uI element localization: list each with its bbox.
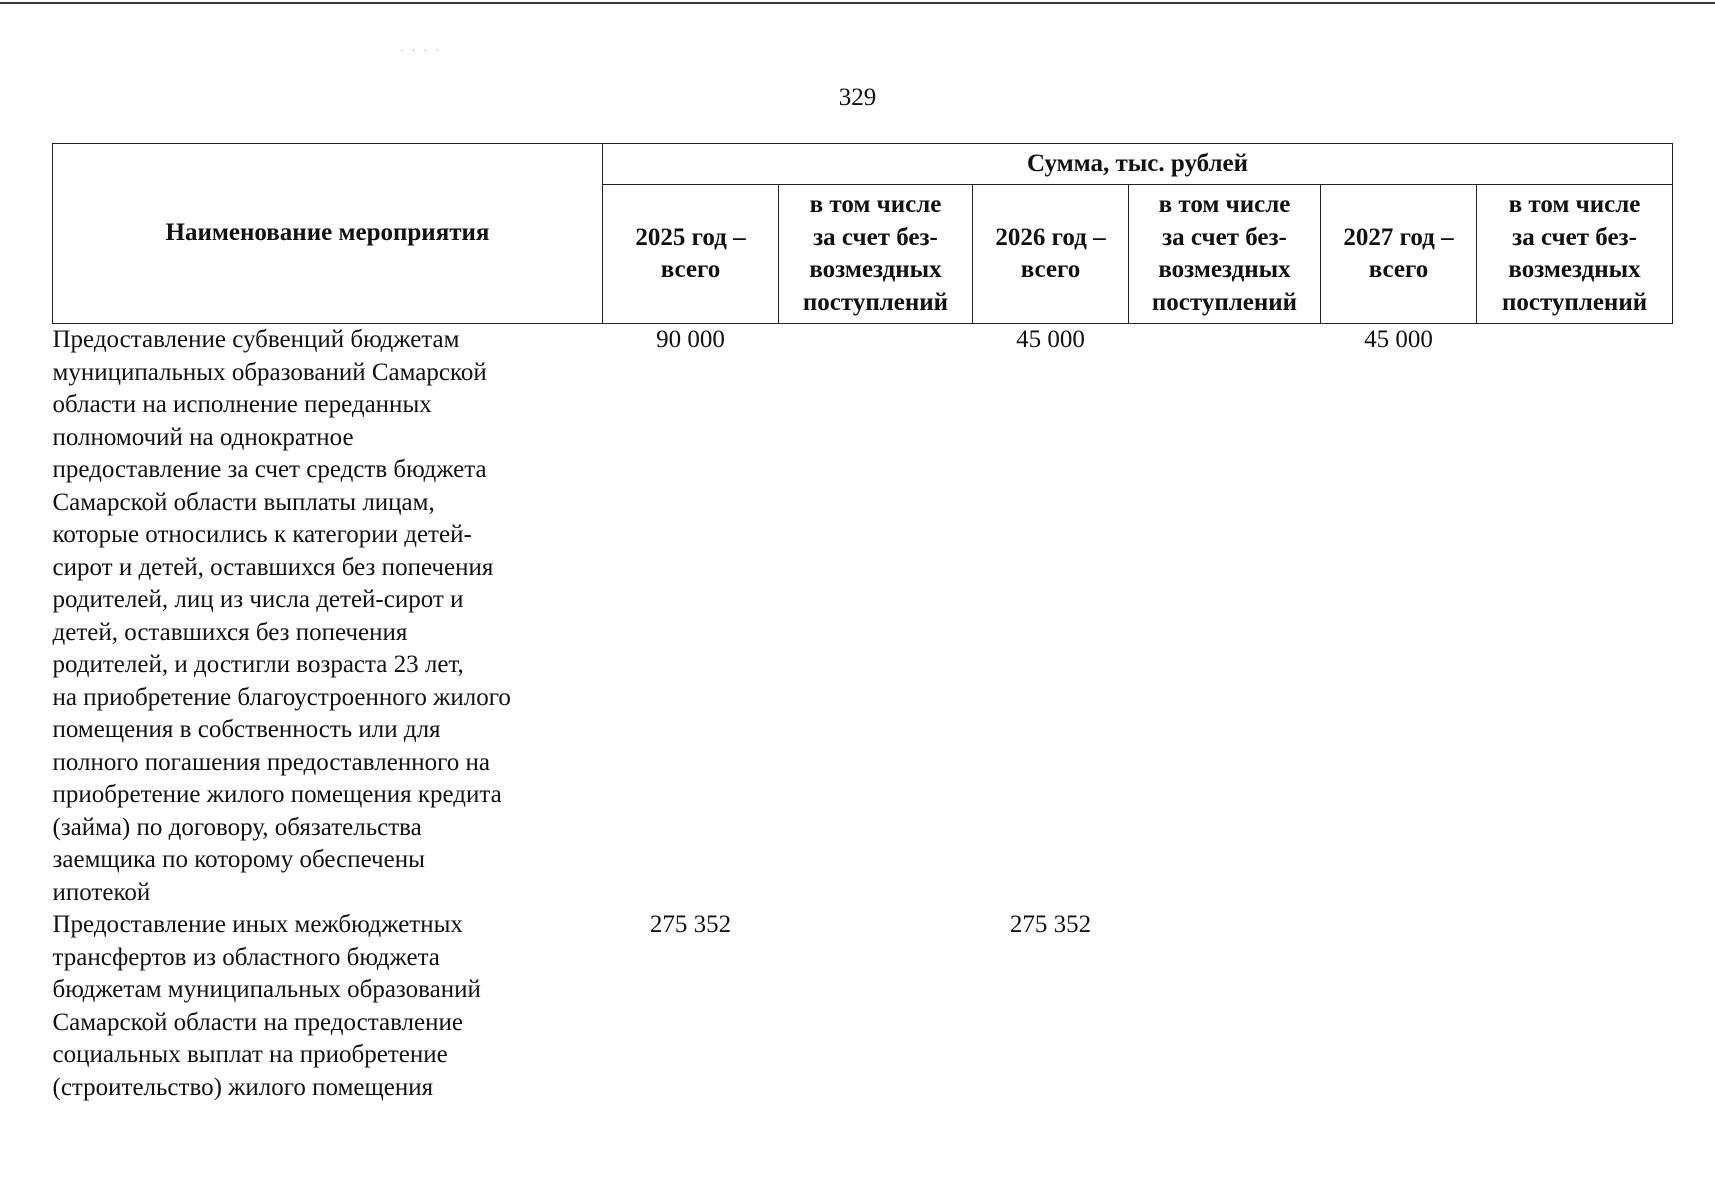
amount-total-cell: 45 000 bbox=[1364, 326, 1433, 353]
measure-name: Предоставление иных межбюджетных трансфертов из областного бюджета бюджетам муниципальных образований Самарской области на предоставление социальных выплат на приобретение (строительство) жилого помещения bbox=[52, 911, 481, 1101]
header-grants-share: в том числе за счет без- возмездных поступлений bbox=[1129, 185, 1321, 324]
table-row bbox=[53, 909, 1673, 1104]
amount-grants-cell bbox=[1477, 909, 1673, 1104]
amount-total-cell: 90 000 bbox=[656, 326, 725, 353]
table-row bbox=[53, 324, 1673, 910]
amount-total-cell: 45 000 bbox=[1016, 326, 1085, 353]
amount-grants-cell bbox=[1477, 324, 1673, 910]
header-year-total: 2025 год – всего bbox=[603, 185, 779, 324]
header-year-total: 2027 год – всего bbox=[1321, 185, 1477, 324]
amount-grants-cell bbox=[779, 909, 973, 1104]
page-number: 329 bbox=[838, 84, 877, 111]
amount-grants-cell bbox=[779, 324, 973, 910]
header-grants-share: в том числе за счет без- возмездных поступлений bbox=[1477, 185, 1673, 324]
header-name-column: Наименование мероприятия bbox=[53, 144, 603, 324]
amount-grants-cell bbox=[1129, 324, 1321, 910]
header-grants-share: в том числе за счет без- возмездных поступлений bbox=[779, 185, 973, 324]
scan-marks: · · · · bbox=[400, 46, 442, 57]
measure-name: Предоставление субвенций бюджетам муниципальных образований Самарской области на исполнение переданных полномочий на однократное предоставление за счет средств бюджета Самарской области выплаты лицам, которые относились к категории детей- сирот и детей, оставшихся без попечения родителей, лиц из числа детей-сирот и детей, оставшихся без попечения родителей, и достигли возраста 23 лет, на приобретение благоустроенного жилого помещения в собственность или для полного погашения предоставленного на приобретение жилого помещения кредита (займа) по договору, обязательства заемщика по которому обеспечены ипотекой bbox=[52, 326, 511, 906]
header-sum-group: Сумма, тыс. рублей bbox=[603, 144, 1673, 185]
amount-total-cell: 275 352 bbox=[1009, 911, 1092, 938]
header-year-total: 2026 год – всего bbox=[973, 185, 1129, 324]
amount-total-cell: 275 352 bbox=[649, 911, 732, 938]
budget-table bbox=[52, 143, 1673, 1104]
amount-grants-cell bbox=[1129, 909, 1321, 1104]
amount-total-cell bbox=[1321, 909, 1477, 1104]
top-border-line bbox=[0, 2, 1715, 4]
